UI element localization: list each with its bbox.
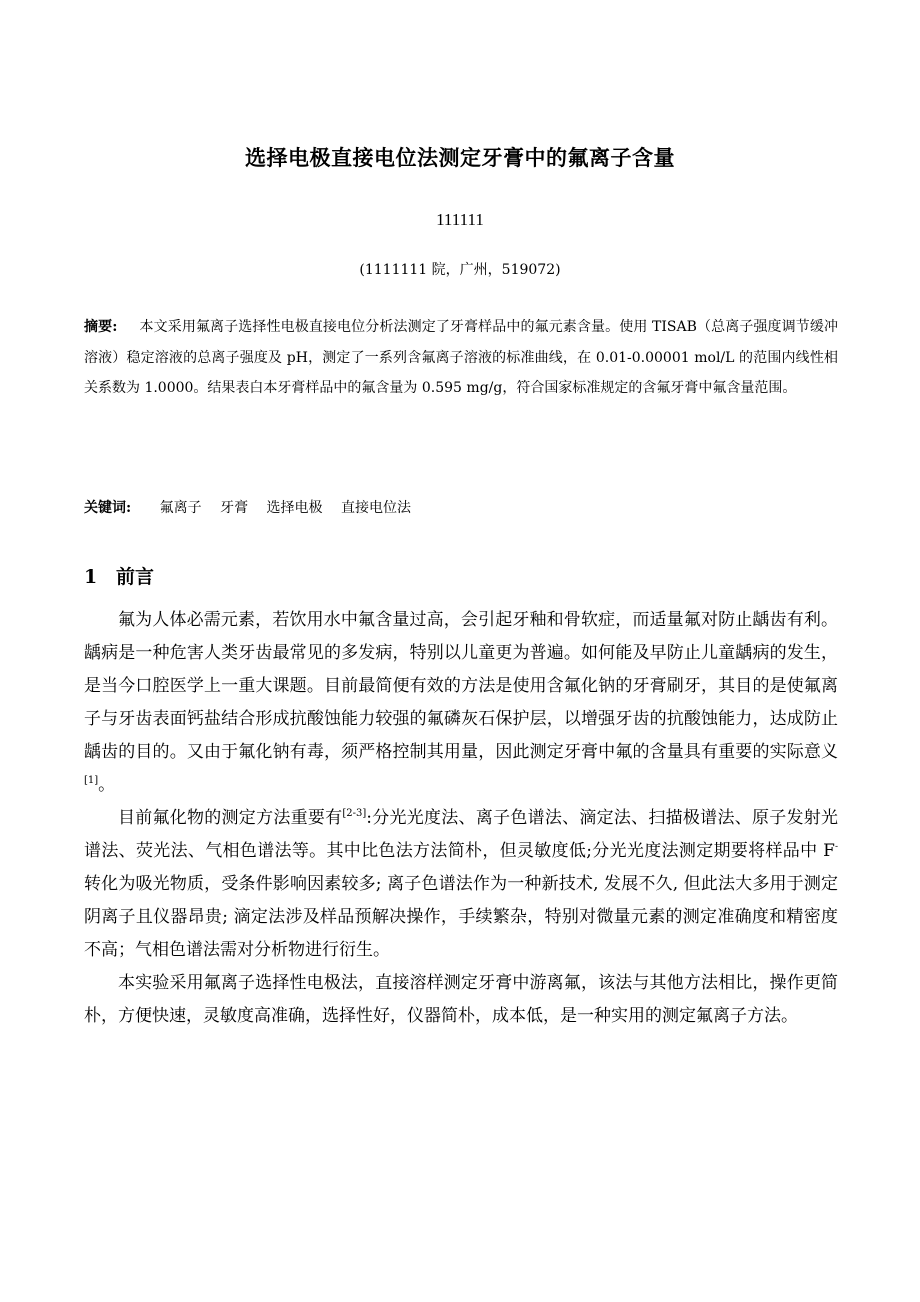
section-body <box>84 604 838 1033</box>
keyword-item: 氟离子 <box>159 500 202 516</box>
paragraph <box>84 967 838 1033</box>
paragraph-text: 氟为人体必需元素，若饮用水中氟含量过高，会引起牙釉和骨软症，而适量氟对防止龋齿有利。龋病是一种危害人类牙齿最常见的多发病，特别以儿童更为普遍。如何能及早防止儿童龋病的发生，是当今口腔医学上一重大课题。目前最简便有效的方法是使用含氟化钠的牙膏刷牙，其目的是使氟离子与牙齿表面钙盐结合形成抗酸蚀能力较强的氟磷灰石保护层，以增强牙齿的抗酸蚀能力，达成防止龋齿的目的。又由于氟化钠有毒，须严格控制其用量，因此测定牙膏中氟的含量具有重要的实际意义 <box>84 610 838 762</box>
paragraph-text: 本实验采用氟离子选择性电极法，直接溶样测定牙膏中游离氟，该法与其他方法相比，操作更简朴，方便快速，灵敏度高准确，选择性好，仪器简朴，成本低，是一种实用的测定氟离子方法。 <box>84 973 838 1026</box>
section-number: 1 <box>84 566 98 588</box>
paragraph-text: 。 <box>98 775 116 795</box>
section-title: 前言 <box>116 566 155 588</box>
paragraph-text: 转化为吸光物质，受条件影响因素较多; 离子色谱法作为一种新技术, 发展不久, 但此法大多用于测定阴离子且仪器昂贵; 滴定法涉及样品预解决操作，手续繁杂，特别对微量元素的测定准确度和精密度不高；气相色谱法需对分析物进行衍生。 <box>84 874 838 960</box>
paper-title: 选择电极直接电位法测定牙膏中的氟离子含量 <box>245 145 675 170</box>
keywords <box>84 497 838 517</box>
citation: [1] <box>84 775 99 786</box>
section-heading <box>84 562 154 589</box>
citation: [2-3] <box>342 808 367 819</box>
abstract-label: 摘要: <box>84 319 118 335</box>
keywords-label: 关键词: <box>84 500 132 516</box>
author-affiliation: (1111111 院，广州，519072) <box>359 262 561 278</box>
abstract-text: 本文采用氟离子选择性电极直接电位分析法测定了牙膏样品中的氟元素含量。使用 TISAB（总离子强度调节缓冲溶液）稳定溶液的总离子强度及 pH，测定了一系列含氟离子溶液的标准曲线，在 0.01-0.00001 mol/L 的范围内线性相关系数为 1.0000。结果表白本牙膏样品中的氟含量为 0.595 mg/g，符合国家标准规定的含氟牙膏中氟含量范围。 <box>84 319 838 396</box>
author-name: 111111 <box>436 210 484 229</box>
keyword-item: 选择电极 <box>266 500 323 516</box>
paragraph-text: :分光光度法、离子色谱法、滴定法、扫描极谱法、原子发射光谱法、荧光法、气相色谱法等。其中比色法方法简朴，但灵敏度低;分光光度法测定期要将样品中 F <box>84 808 839 861</box>
paragraph-text: 目前氟化物的测定方法重要有 <box>118 808 343 828</box>
paragraph <box>84 604 838 802</box>
keyword-item: 牙膏 <box>220 500 249 516</box>
abstract <box>84 312 838 404</box>
keyword-item: 直接电位法 <box>340 500 411 516</box>
superscript-minus: - <box>834 842 838 852</box>
paragraph <box>84 802 838 967</box>
